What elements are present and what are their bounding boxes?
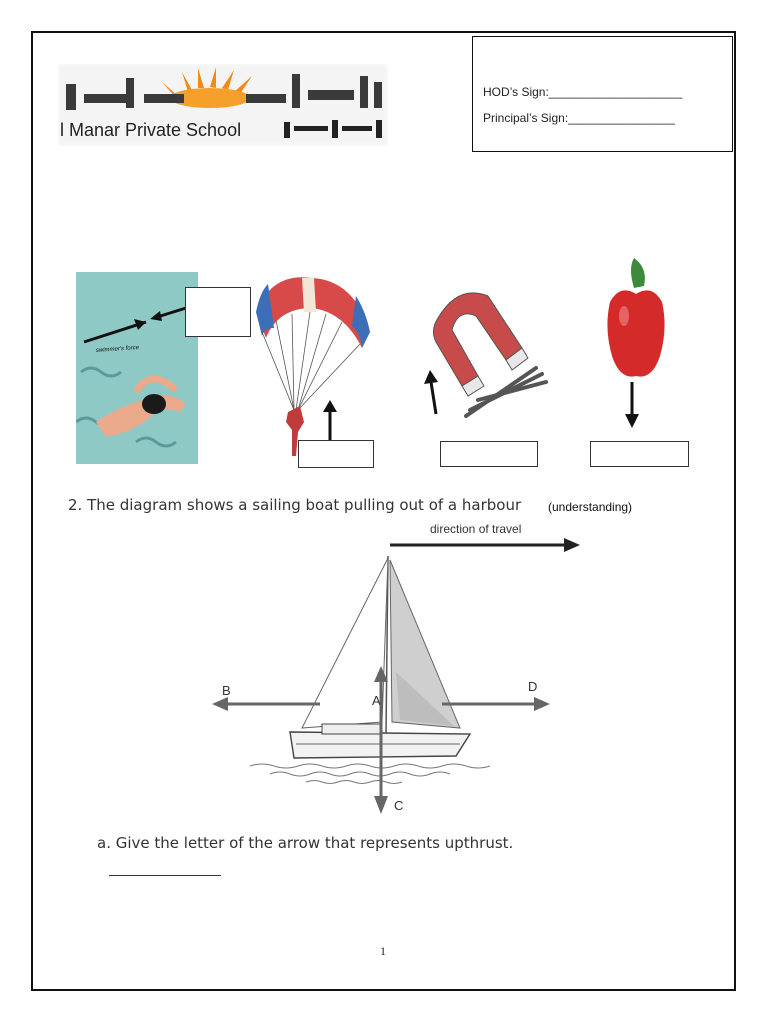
sailing-boat-diagram xyxy=(210,552,560,822)
parachute-answer-box[interactable] xyxy=(298,440,374,468)
question-2a-text: a. Give the letter of the arrow that represents upthrust. xyxy=(97,834,514,852)
parachute-picture xyxy=(252,272,372,462)
arrow-label-a: A xyxy=(372,693,381,708)
question-2a-answer-line[interactable] xyxy=(109,875,221,876)
arrow-label-b: B xyxy=(222,683,231,698)
magnet-answer-box[interactable] xyxy=(440,441,538,467)
direction-of-travel-arrow xyxy=(390,537,582,553)
arrow-label-d: D xyxy=(528,679,538,694)
page-number: 1 xyxy=(380,944,386,958)
apple-picture xyxy=(604,258,668,382)
apple-answer-box[interactable] xyxy=(590,441,689,467)
magnet-arrow xyxy=(422,370,446,416)
swimmer-box-arrow xyxy=(148,300,188,322)
question-2-tag: (understanding) xyxy=(548,500,633,514)
signature-box xyxy=(472,36,733,152)
apple-down-arrow xyxy=(624,382,640,430)
question-2-text: 2. The diagram shows a sailing boat pulling out of a harbour xyxy=(68,496,522,514)
logo-english-text: l Manar Private School xyxy=(60,120,242,140)
swimmer-force-label: swimmer's force xyxy=(95,344,140,354)
swimmer-answer-box[interactable] xyxy=(185,287,251,337)
direction-of-travel-label: direction of travel xyxy=(430,522,522,536)
school-logo xyxy=(58,64,388,146)
principal-sign-line[interactable]: Principal’s Sign:________________ xyxy=(483,111,675,125)
hod-sign-line[interactable]: HOD’s Sign:____________________ xyxy=(483,85,683,99)
arrow-label-c: C xyxy=(394,798,404,813)
parachute-up-arrow xyxy=(322,400,338,440)
